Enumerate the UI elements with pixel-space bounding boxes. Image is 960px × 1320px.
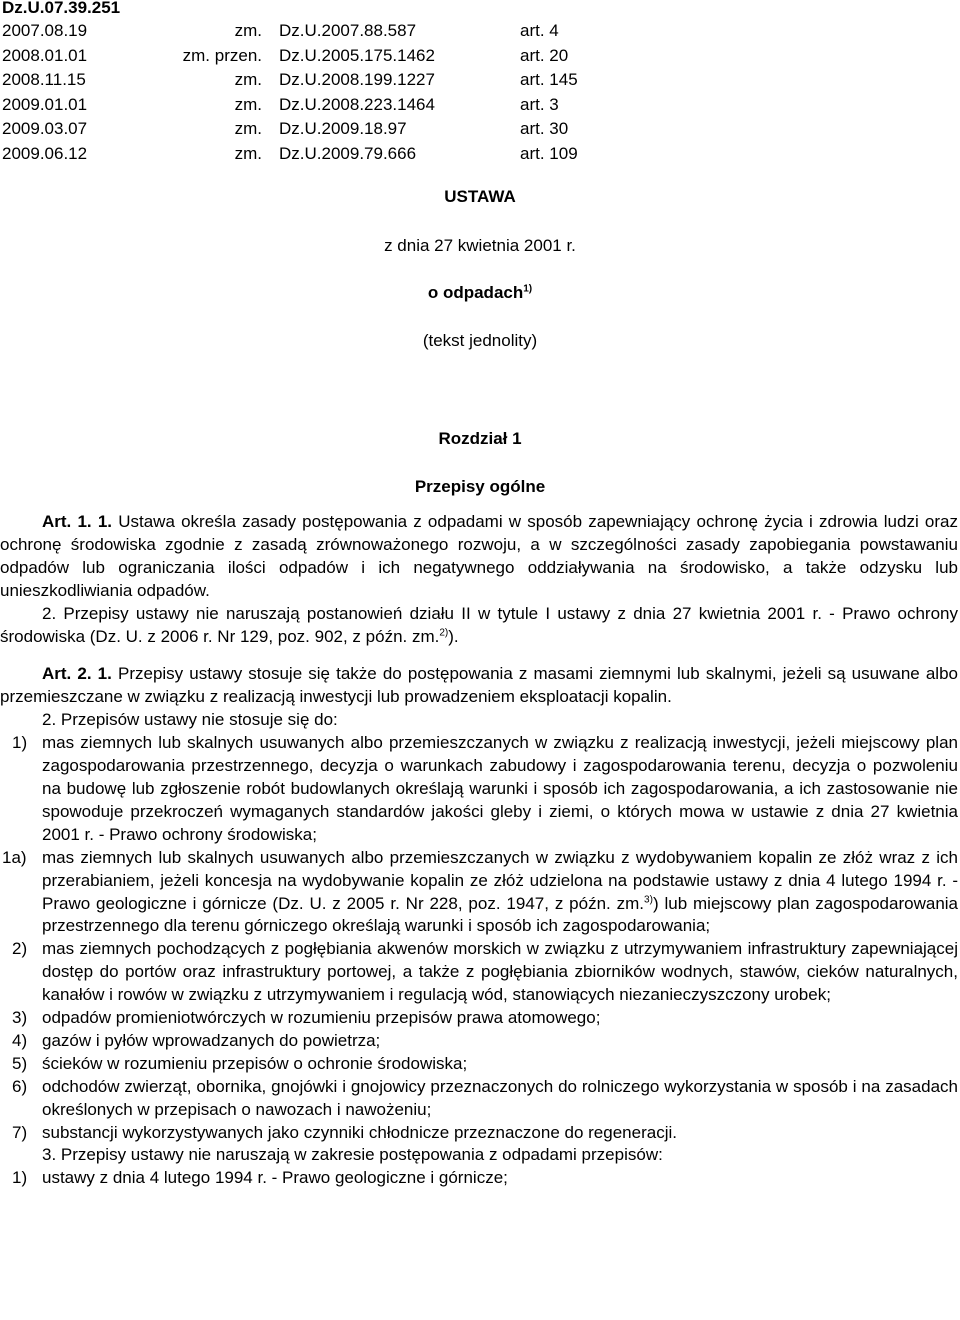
art1-label: Art. 1. 1. [42, 512, 113, 531]
amendment-ref: Dz.U.2005.175.1462 [279, 45, 435, 65]
list-item [0, 1007, 958, 1030]
amendment-art: art. 30 [520, 119, 569, 138]
list-item-text-end: ) lub miejscowy plan zagospodarowania przestrzennego dla terenu górniczego określają warunki i sposób ich zagospodarowania; [42, 893, 959, 936]
amendment-type: zm. przen. [182, 45, 262, 65]
amendment-date: 2007.08.19 [2, 21, 88, 40]
amendment-art: art. 20 [520, 45, 569, 65]
list-item [0, 1076, 958, 1122]
list-item-text: odpadów promieniotwórczych w rozumieniu przepisów prawa atomowego; [42, 1008, 601, 1028]
art1-para2 [0, 603, 958, 649]
amendment-art: art. 109 [520, 143, 578, 163]
amendment-date: 2009.01.01 [2, 94, 88, 114]
journal-reference: Dz.U.07.39.251 [2, 0, 121, 17]
amendment-art: art. 4 [520, 21, 559, 40]
list-item-number: 6) [12, 1076, 28, 1096]
footnote-ref: 3) [644, 893, 653, 905]
list-item [0, 1053, 958, 1076]
art1-para1-text: Ustawa określa zasady postępowania z odpadami w sposób zapewniający ochronę życia i zdrowia ludzi oraz ochronę środowiska zgodnie z zasadą zrównoważonego rozwoju, a w szczególności zasady zapobiegania powstawaniu odpadów lub ograniczania ilości odpadów i ich negatywnego oddziaływania na środowisko, a także odzysku lub unieszkodliwiania odpadów. [0, 512, 958, 600]
list-item-text: gazów i pyłów wprowadzanych do powietrza; [42, 1030, 381, 1050]
art1-para2-text: 2. Przepisy ustawy nie naruszają postanowień działu II w tytule I ustawy z dnia 27 kwietnia 2001 r. - Prawo ochrony środowiska (Dz. U. z 2006 r. Nr 129, poz. 902, z późn. zm. [0, 603, 958, 646]
amendment-date: 2008.11.15 [2, 70, 86, 89]
list-item-text: mas ziemnych pochodzących z pogłębiania akwenów morskich w związku z utrzymywaniem infrastruktury zapewniającej dostęp do portów oraz infrastruktury portowej, a także z pogłębiania zbiorników wodnych, stawów, cieków naturalnych, kanałów i rowów w związku z utrzymywaniem i regulacją wód, stanowiących niezanieczyszczony urobek; [42, 939, 958, 1005]
amendment-type: zm. [234, 143, 262, 163]
act-body [0, 511, 958, 1190]
list-item-number: 4) [12, 1030, 28, 1050]
act-date: z dnia 27 kwietnia 2001 r. [384, 236, 576, 255]
amendment-type: zm. [234, 94, 262, 114]
list-item-number: 2) [12, 939, 28, 959]
footnote-ref: 1) [523, 283, 533, 295]
list-item-text: ustawy z dnia 4 lutego 1994 r. - Prawo geologiczne i górnicze; [42, 1168, 508, 1188]
list-item [0, 1030, 958, 1053]
list-item [0, 1167, 958, 1190]
art2-para1-text: Przepisy ustawy stosuje się także do postępowania z masami ziemnymi lub skalnymi, jeżeli są usuwane albo przemieszczane w związku z realizacją inwestycji lub prowadzeniem eksploatacji kopalin. [0, 664, 958, 707]
amendment-type: zm. [234, 21, 262, 40]
amendment-ref: Dz.U.2008.223.1464 [279, 94, 435, 114]
amendment-art: art. 145 [520, 70, 578, 89]
list-item-number: 7) [12, 1122, 28, 1142]
act-note: (tekst jednolity) [422, 331, 538, 350]
list-item-number: 1) [12, 733, 28, 753]
amendment-date: 2009.03.07 [2, 119, 88, 138]
list-item-number: 1a) [2, 847, 27, 867]
list-item-text: mas ziemnych lub skalnych usuwanych albo przemieszczanych w związku z realizacją inwestycji, jeżeli miejscowy plan zagospodarowania przestrzennego, decyzja o warunkach zabudowy i zagospodarowania terenu, decyzja o pozwoleniu na budowę lub zgłoszenie robót budowlanych określają warunki i sposób ich zagospodarowania, a ich zastosowanie nie spowoduje przekroczeń wymaganych standardów jakości gleby i ziemi, o których mowa w ustawie z dnia 27 kwietnia 2001 r. - Prawo ochrony środowiska; [42, 733, 958, 844]
list-item [0, 847, 958, 939]
list-item [0, 938, 958, 1007]
art1-para2-end: ). [448, 626, 459, 646]
chapter-name: Przepisy ogólne [414, 477, 546, 496]
art2-para1 [0, 663, 958, 709]
list-item-number: 1) [12, 1168, 28, 1188]
list-item-text: substancji wykorzystywanych jako czynniki chłodnicze przeznaczone do regeneracji. [42, 1122, 677, 1142]
amendment-type: zm. [234, 119, 262, 138]
footnote-ref: 2) [439, 626, 449, 638]
act-subject [0, 282, 960, 304]
amendment-type: zm. [234, 70, 262, 89]
art1-para1 [0, 511, 958, 603]
amendment-date: 2008.01.01 [2, 45, 88, 65]
art2-para3: 3. Przepisy ustawy nie naruszają w zakresie postępowania z odpadami przepisów: [42, 1145, 663, 1165]
amendment-ref: Dz.U.2008.199.1227 [279, 70, 435, 89]
art2-para2: 2. Przepisów ustawy nie stosuje się do: [42, 710, 338, 730]
amendment-art: art. 3 [520, 94, 559, 114]
amendment-ref: Dz.U.2009.18.97 [279, 119, 407, 138]
chapter-label: Rozdział 1 [438, 429, 522, 448]
act-type-heading: USTAWA [444, 187, 516, 206]
amendment-ref: Dz.U.2009.79.666 [279, 143, 417, 163]
list-item [0, 732, 958, 847]
amendment-date: 2009.06.12 [2, 143, 88, 163]
list-item [0, 1122, 958, 1145]
amendment-ref: Dz.U.2007.88.587 [279, 21, 417, 40]
act-subject-text: o odpadach [427, 283, 524, 302]
list-item-text: odchodów zwierząt, obornika, gnojówki i gnojowicy przeznaczonych do rolniczego wykorzystania w sposób i na zasadach określonych w przepisach o nawozach i nawożeniu; [42, 1076, 958, 1119]
list-item-text: mas ziemnych lub skalnych usuwanych albo przemieszczanych w związku z wydobywaniem kopalin ze złóż wraz z ich przerabianiem, jeżeli koncesja na wydobywanie kopalin ze złóż udzielona na podstawie ustawy z dnia 4 lutego 1994 r. - Prawo geologiczne i górnicze (Dz. U. z 2005 r. Nr 228, poz. 1947, z późn. zm. [42, 847, 958, 913]
list-item-number: 5) [12, 1053, 28, 1073]
art2-label: Art. 2. 1. [42, 664, 112, 684]
list-item-number: 3) [12, 1008, 28, 1028]
list-item-text: ścieków w rozumieniu przepisów o ochronie środowiska; [42, 1053, 468, 1073]
